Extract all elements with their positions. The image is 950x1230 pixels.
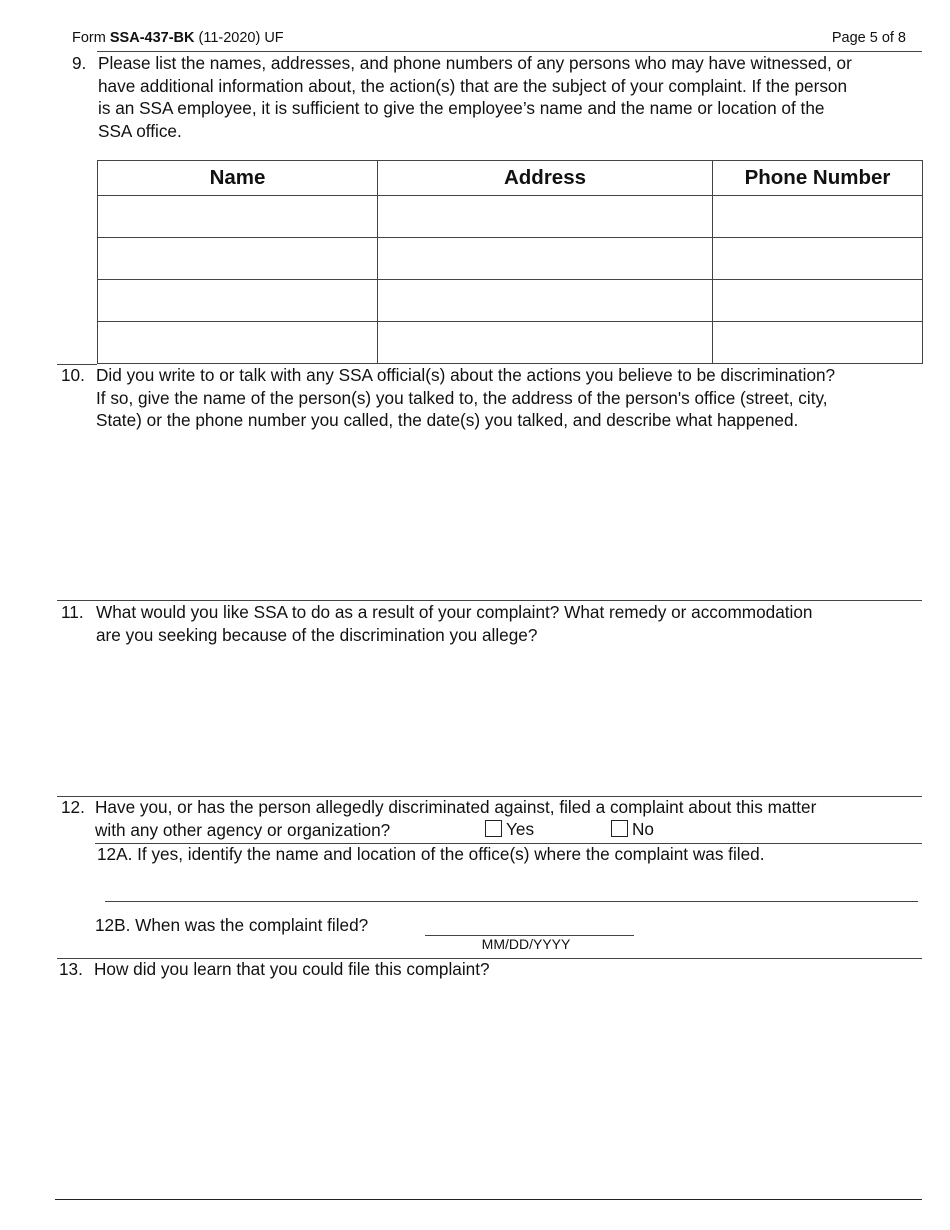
question-number: 11. <box>61 602 84 622</box>
text-line: Did you write to or talk with any SSA official(s) about the actions you believe to be discrimination? <box>96 365 836 385</box>
witness-phone-field[interactable] <box>713 238 923 280</box>
page-number: Page 5 of 8 <box>831 30 906 46</box>
question-text <box>98 52 938 142</box>
table-row <box>98 238 923 280</box>
witness-phone-field[interactable] <box>713 196 923 238</box>
witness-table <box>97 160 923 364</box>
form-revision: (11-2020) UF <box>198 30 284 46</box>
form-number: SSA-437-BK <box>109 30 195 46</box>
yes-option[interactable] <box>485 818 534 841</box>
no-label: No <box>632 819 654 839</box>
question-number: 12. <box>61 797 85 817</box>
witness-phone-field[interactable] <box>713 322 923 364</box>
form-prefix: Form <box>72 30 106 46</box>
column-header-phone: Phone Number <box>713 161 923 196</box>
table-row <box>98 322 923 364</box>
text-line: have additional information about, the action(s) that are the subject of your complaint. If the person <box>98 75 848 96</box>
table-row <box>98 280 923 322</box>
witness-name-field[interactable] <box>98 196 378 238</box>
page-bottom-rule <box>55 1199 922 1200</box>
text-line: State) or the phone number you called, the date(s) you talked, and describe what happened. <box>96 410 799 430</box>
text-line: SSA office. <box>98 120 182 141</box>
yes-label: Yes <box>506 819 535 839</box>
witness-address-field[interactable] <box>378 322 713 364</box>
date-format-hint: MM/DD/YYYY <box>481 936 571 952</box>
text-line: Please list the names, addresses, and phone numbers of any persons who may have witnessed, or <box>98 53 852 73</box>
witness-address-field[interactable] <box>378 280 713 322</box>
answer-area-11[interactable] <box>96 652 922 792</box>
table-row <box>98 196 923 238</box>
question-number: 13. <box>59 959 83 979</box>
witness-name-field[interactable] <box>98 238 378 280</box>
no-option[interactable] <box>611 818 654 841</box>
text-line: are you seeking because of the discrimination you allege? <box>96 624 538 645</box>
witness-address-field[interactable] <box>378 196 713 238</box>
text-line: Have you, or has the person allegedly discriminated against, filed a complaint about this matter <box>95 797 817 817</box>
form-id <box>72 30 284 46</box>
text-line: is an SSA employee, it is sufficient to give the employee’s name and the name or location of the <box>98 98 825 118</box>
witness-name-field[interactable] <box>98 322 378 364</box>
witness-name-field[interactable] <box>98 280 378 322</box>
answer-area-10[interactable] <box>96 434 922 596</box>
question-text <box>96 364 936 432</box>
yes-checkbox[interactable] <box>485 820 502 837</box>
text-line: with any other agency or organization? <box>95 819 391 840</box>
question-12b: 12B. When was the complaint filed? <box>95 915 369 935</box>
column-header-name: Name <box>98 161 378 196</box>
text-line: If so, give the name of the person(s) you talked to, the address of the person's office (street, city, <box>96 387 828 408</box>
text-line: What would you like SSA to do as a result of your complaint? What remedy or accommodation <box>96 602 813 622</box>
question-text <box>96 601 936 646</box>
table-header-row <box>98 161 923 196</box>
answer-area-13[interactable] <box>94 985 922 1195</box>
no-checkbox[interactable] <box>611 820 628 837</box>
question-number: 9. <box>72 53 87 73</box>
column-header-address: Address <box>378 161 713 196</box>
witness-address-field[interactable] <box>378 238 713 280</box>
question-12a: 12A. If yes, identify the name and location of the office(s) where the complaint was filed. <box>97 844 765 864</box>
office-answer-line[interactable] <box>105 901 918 902</box>
question-text: How did you learn that you could file this complaint? <box>94 959 490 979</box>
question-number: 10. <box>61 365 85 385</box>
witness-phone-field[interactable] <box>713 280 923 322</box>
